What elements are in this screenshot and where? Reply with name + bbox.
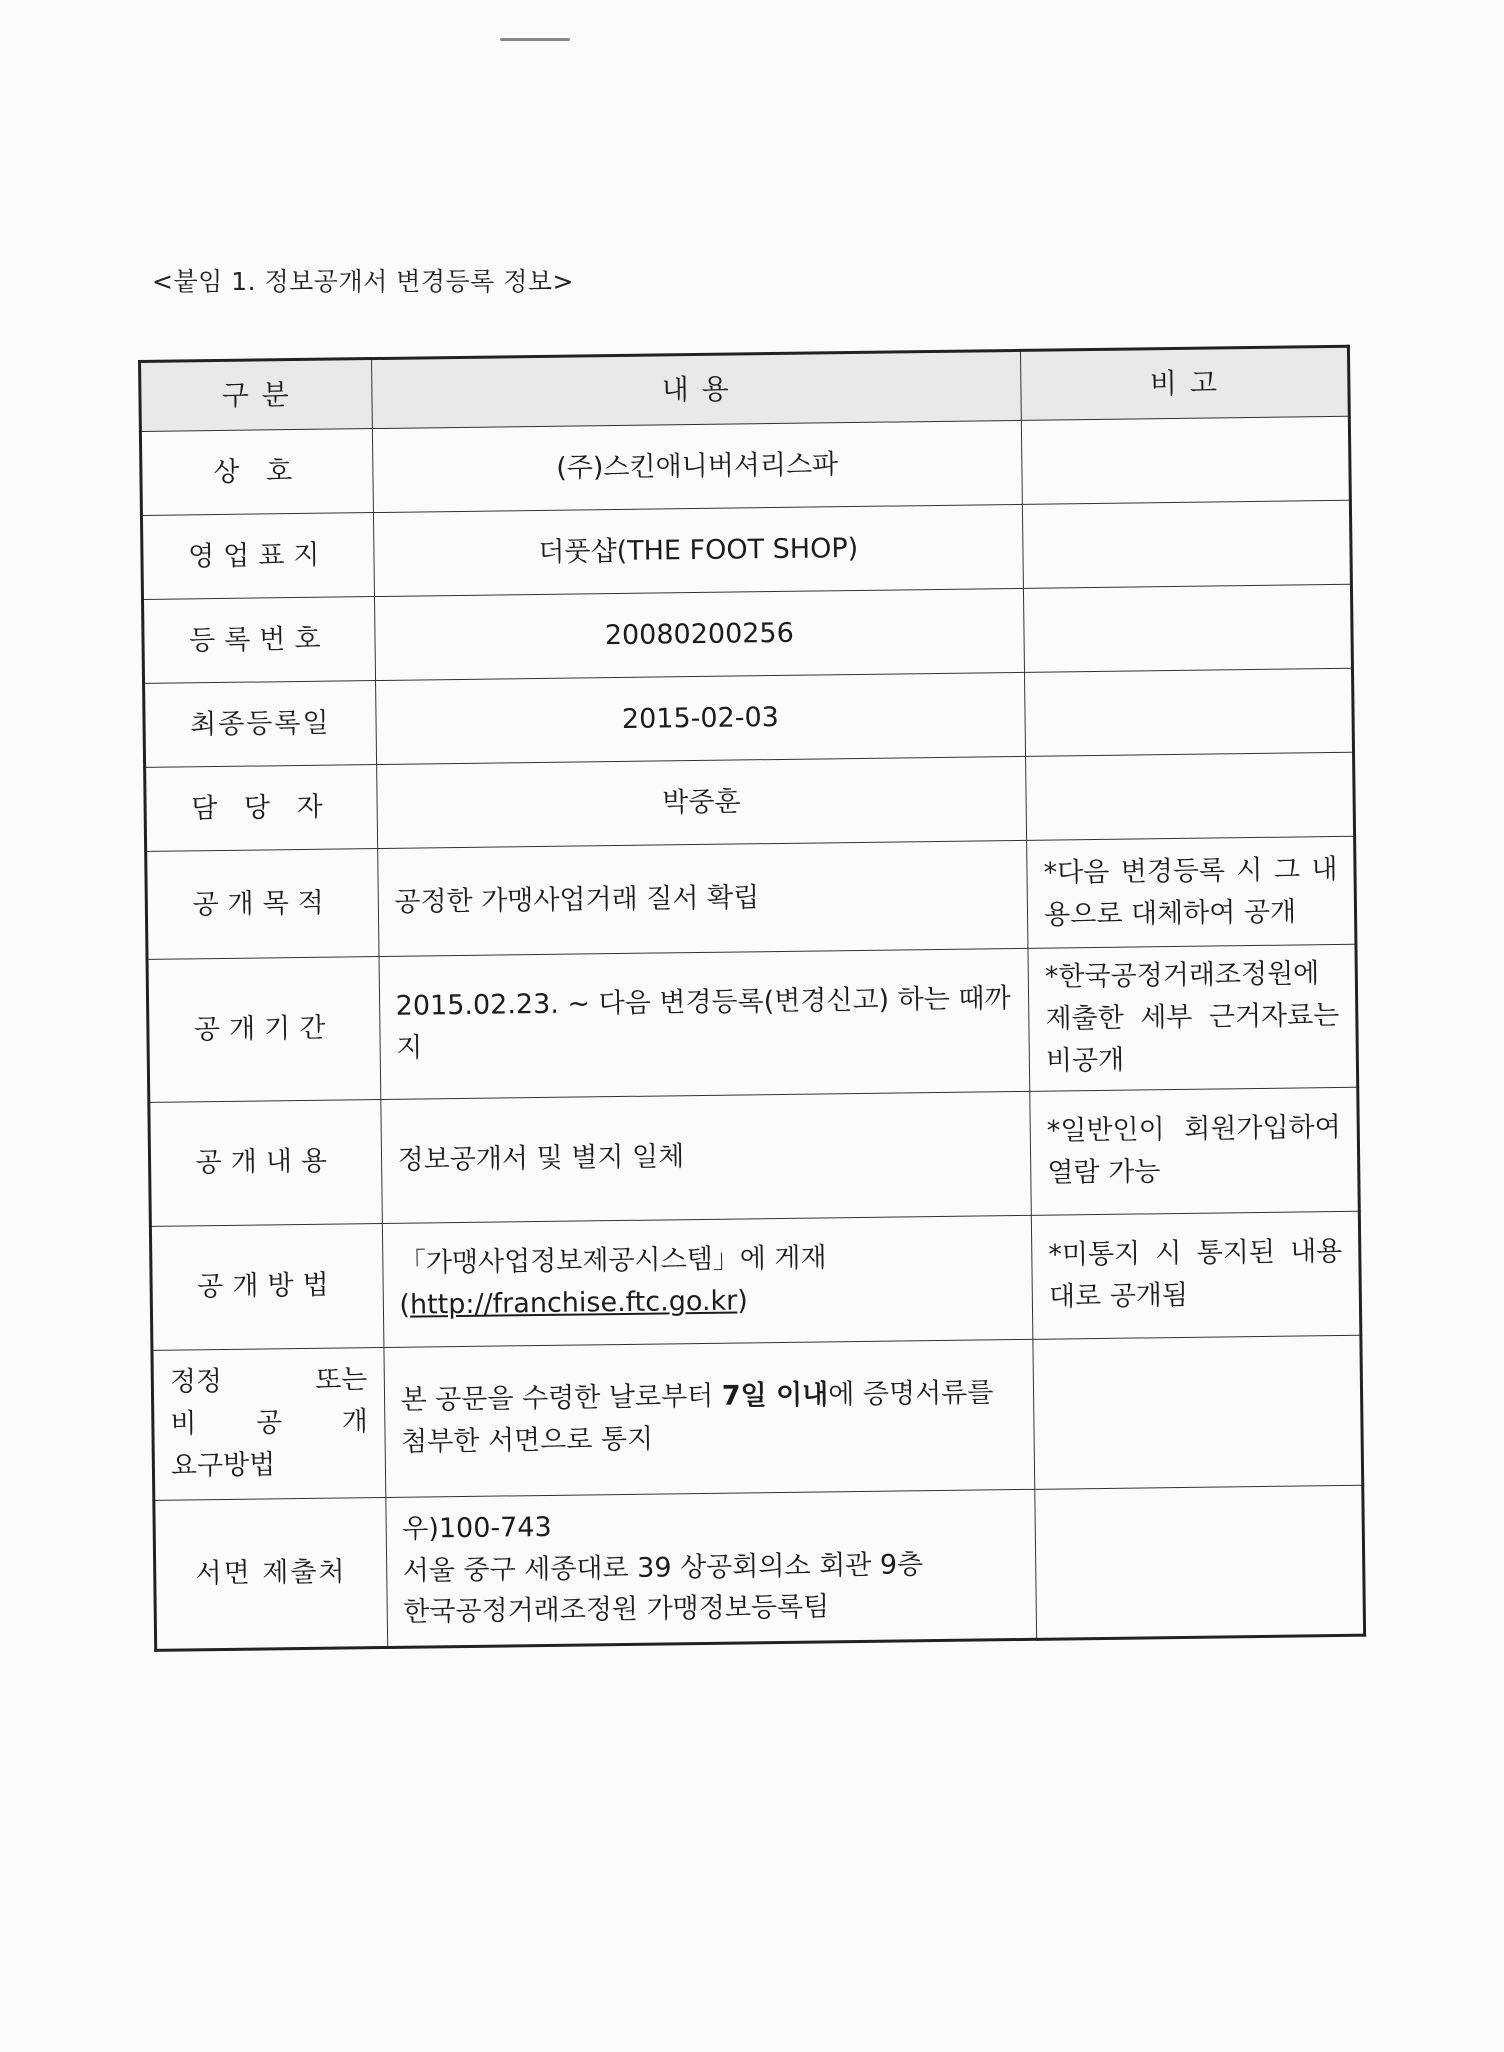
table-row xyxy=(145,752,1355,851)
row-label-registration-number: 등록번호 xyxy=(143,597,376,684)
row-content-registration-number: 20080200256 xyxy=(374,588,1025,680)
table-row xyxy=(152,1335,1363,1500)
row-content-disclosure-content: 정보공개서 및 별지 일체 xyxy=(380,1091,1031,1223)
row-content-disclosure-period: 2015.02.23. ~ 다음 변경등록(변경신고) 하는 때까지 xyxy=(379,948,1030,1099)
correction-deadline: 7일 이내 xyxy=(721,1379,829,1412)
postal-code: 우)100-743 xyxy=(402,1511,552,1545)
table-row xyxy=(144,668,1354,767)
franchise-site-link[interactable]: http://franchise.ftc.go.kr xyxy=(409,1285,738,1321)
row-note-company-name xyxy=(1021,416,1350,504)
table-row xyxy=(149,1087,1359,1226)
row-content-disclosure-method xyxy=(382,1215,1033,1347)
scan-artifact xyxy=(500,38,570,41)
row-content-last-registration-date: 2015-02-03 xyxy=(375,672,1026,764)
disclosure-method-text: 「가맹사업정보제공시스템」에 게재 xyxy=(398,1242,827,1279)
table-row xyxy=(146,836,1356,959)
row-content-manager: 박중훈 xyxy=(376,756,1027,848)
correction-label-line: 정정 또는 xyxy=(169,1364,368,1398)
row-label-last-registration-date: 최종등록일 xyxy=(144,681,377,768)
table-row xyxy=(147,944,1358,1102)
correction-label-line: 요구방법 xyxy=(170,1449,276,1482)
link-close-paren: ) xyxy=(737,1285,748,1317)
row-label-disclosure-method: 공개방법 xyxy=(150,1223,383,1350)
row-label-disclosure-purpose: 공개목적 xyxy=(146,849,379,960)
row-content-disclosure-purpose: 공정한 가맹사업거래 질서 확립 xyxy=(377,840,1028,956)
disclosure-info-table xyxy=(138,345,1366,1652)
row-label-correction-request xyxy=(152,1347,385,1500)
row-note-correction-request xyxy=(1033,1335,1363,1489)
row-note-disclosure-purpose: *다음 변경등록 시 그 내용으로 대체하여 공개 xyxy=(1027,836,1356,948)
row-note-disclosure-period: *한국공정거래조정원에 제출한 세부 근거자료는 비공개 xyxy=(1028,944,1358,1091)
row-label-company-name: 상 호 xyxy=(140,429,373,516)
row-label-manager: 담 당 자 xyxy=(145,765,378,852)
link-open-paren: ( xyxy=(399,1289,411,1321)
row-label-disclosure-period: 공개기간 xyxy=(147,957,380,1102)
row-content-company-name: (주)스킨애니버셔리스파 xyxy=(372,420,1023,512)
row-content-submission-address xyxy=(385,1489,1036,1647)
row-note-registration-number xyxy=(1024,584,1353,672)
correction-text-part1: 본 공문을 수령한 날로부터 xyxy=(400,1380,723,1416)
table-row xyxy=(141,500,1351,599)
attachment-caption: <붙임 1. 정보공개서 변경등록 정보> xyxy=(152,267,574,296)
recipient-team: 한국공정거래조정원 가맹정보등록팀 xyxy=(403,1591,830,1629)
row-content-correction-request xyxy=(383,1339,1034,1497)
row-note-manager xyxy=(1026,752,1355,840)
row-note-disclosure-content: *일반인이 회원가입하여 열람 가능 xyxy=(1030,1087,1359,1215)
correction-label-line: 비 공 개 xyxy=(170,1406,369,1440)
table-row xyxy=(150,1211,1360,1350)
header-remarks: 비 고 xyxy=(1021,346,1350,420)
table-row xyxy=(143,584,1353,683)
row-note-brand xyxy=(1023,500,1352,588)
street-address: 서울 중구 세종대로 39 상공회의소 회관 9층 xyxy=(402,1548,924,1587)
row-label-brand: 영업표지 xyxy=(141,513,374,600)
header-content: 내 용 xyxy=(371,350,1021,428)
row-label-submission-address: 서면 제출처 xyxy=(154,1497,387,1650)
row-note-submission-address xyxy=(1035,1485,1365,1639)
header-category: 구 분 xyxy=(140,359,372,432)
table-row xyxy=(140,416,1350,515)
table-row xyxy=(154,1485,1365,1650)
correction-text-part2: 에 증명서류를 첨부한 서면으로 통지 xyxy=(400,1377,994,1458)
row-note-disclosure-method: *미통지 시 통지된 내용대로 공개됨 xyxy=(1031,1211,1360,1339)
row-label-disclosure-content: 공개내용 xyxy=(149,1099,382,1226)
row-note-last-registration-date xyxy=(1025,668,1354,756)
disclosure-method-link-line xyxy=(399,1277,1016,1327)
row-content-brand: 더풋샵(THE FOOT SHOP) xyxy=(373,504,1024,596)
